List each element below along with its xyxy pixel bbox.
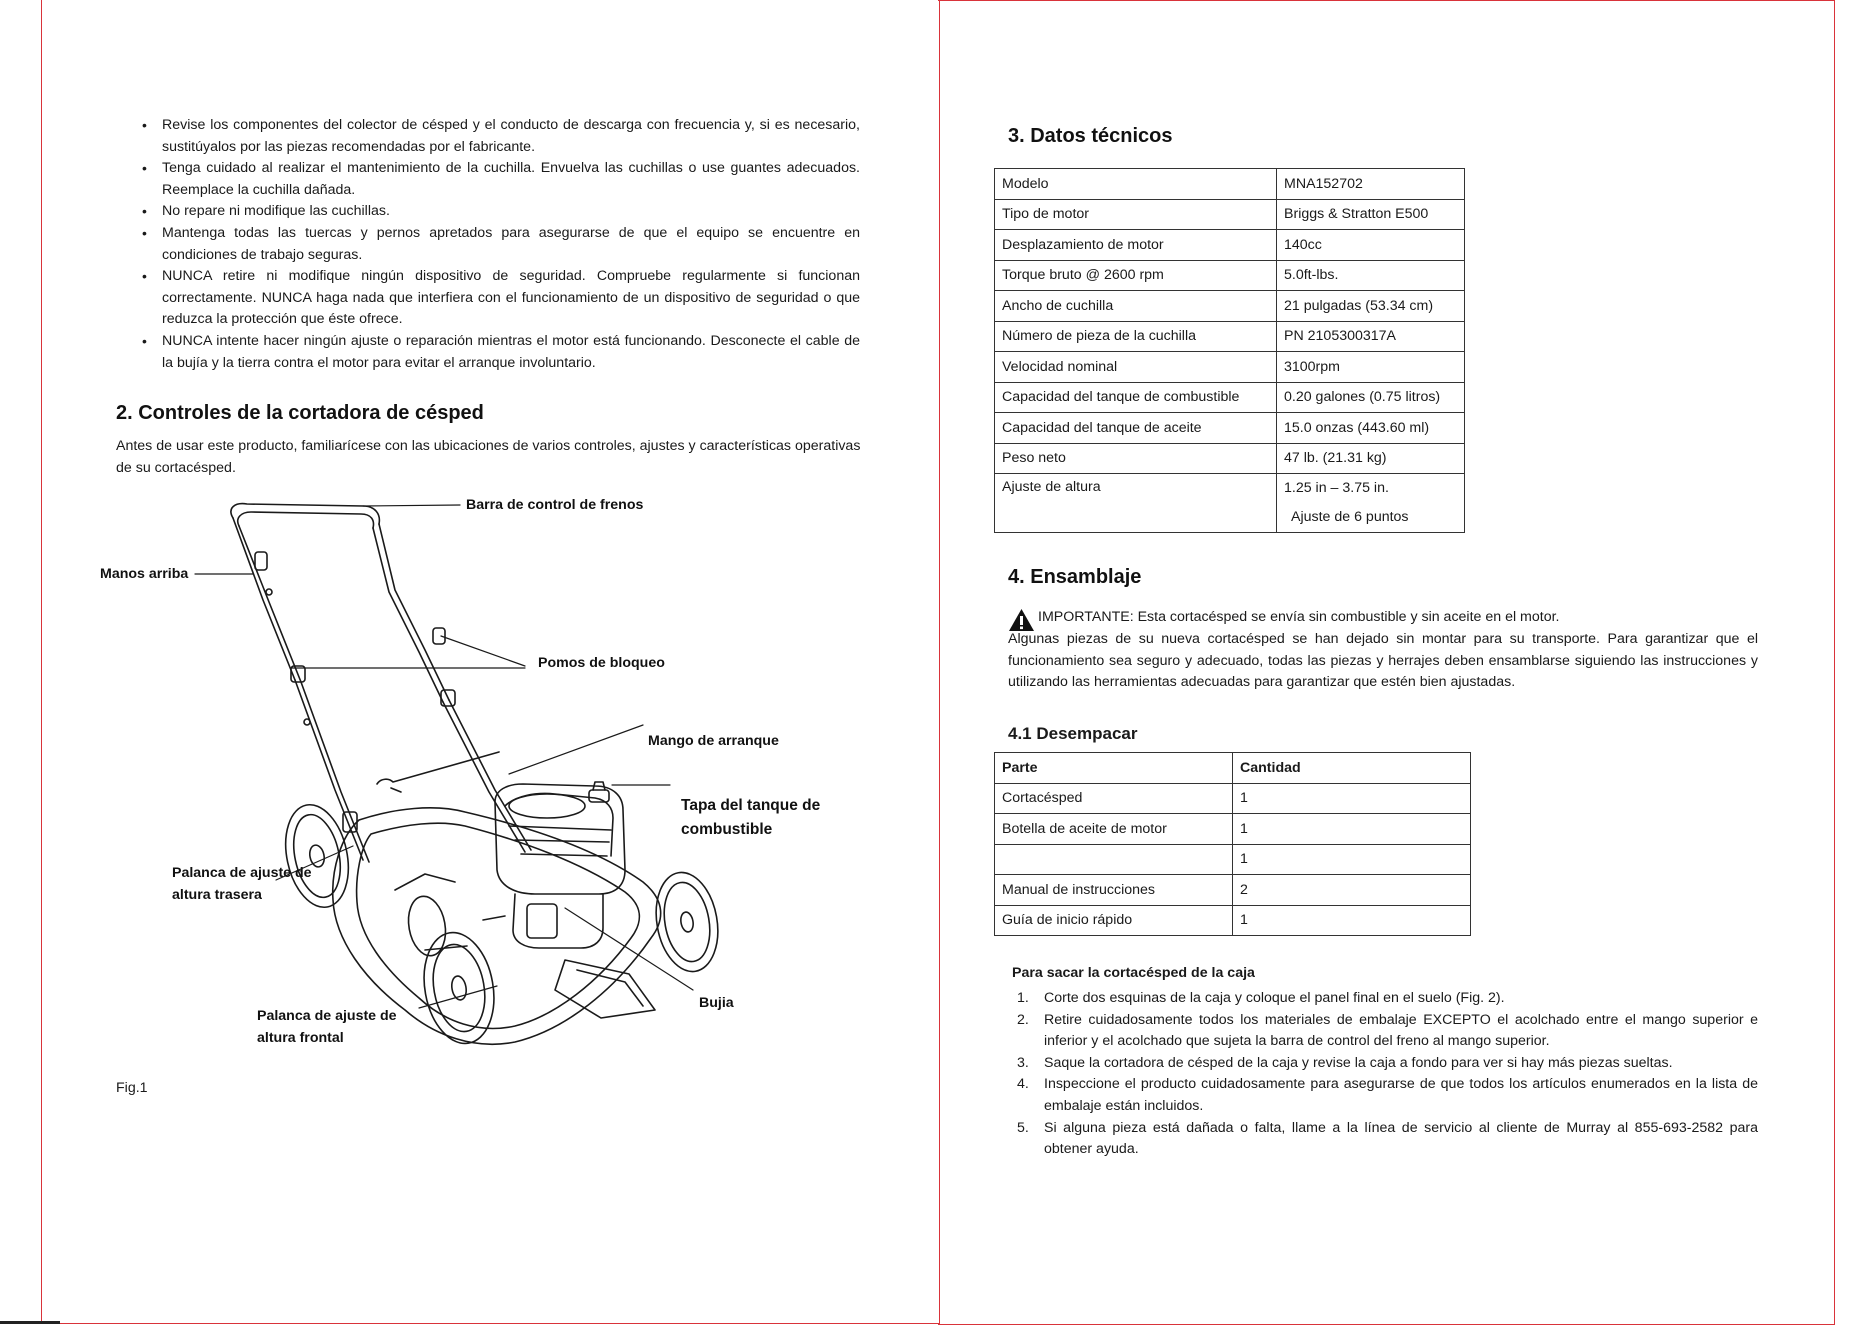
spec-table-body: [995, 169, 1465, 533]
spec-row: [995, 413, 1465, 444]
spec-label: Ancho de cuchilla: [995, 291, 1277, 322]
label-front-lever-line2: altura frontal: [257, 1030, 344, 1046]
step-text: Saque la cortadora de césped de la caja y revise la caja a fondo para ver si hay más piezas sueltas.: [1044, 1054, 1673, 1071]
spec-row: [995, 199, 1465, 230]
box-removal-title: Para sacar la cortacésped de la caja: [1012, 965, 1255, 981]
step-number: 1.: [1017, 990, 1029, 1006]
safety-bullet: • NUNCA intente hacer ningún ajuste o reparación mientras el motor está funcionando. Desconecte el cable de la bujía y la tierra contra el motor para evitar el arranque involuntario.: [142, 331, 860, 374]
unpack-row: [995, 814, 1471, 845]
box-removal-step: [1012, 1118, 1758, 1161]
safety-bullet: • Revise los componentes del colector de césped y el conducto de descarga con frecuencia y, si es necesario, sustitúyalos por las piezas recomendadas por el fabricante.: [142, 115, 860, 158]
spec-label: Ajuste de altura: [995, 474, 1277, 533]
section-2-title: 2. Controles de la cortadora de césped: [116, 402, 484, 424]
spec-value: 21 pulgadas (53.34 cm): [1277, 291, 1465, 322]
step-text: Retire cuidadosamente todos los materiales de embalaje EXCEPTO el acolchado entre el mango superior e inferior y el acolchado que sujeta la barra de control del freno al mango superior.: [1044, 1011, 1758, 1050]
spec-value: 47 lb. (21.31 kg): [1277, 443, 1465, 474]
spec-value: MNA152702: [1277, 169, 1465, 200]
spec-value: 140cc: [1277, 230, 1465, 261]
unpack-part: [995, 844, 1233, 875]
spec-value: Briggs & Stratton E500: [1277, 199, 1465, 230]
label-spark-plug: Bujia: [699, 995, 734, 1011]
spec-label: Tipo de motor: [995, 199, 1277, 230]
unpack-table: [994, 752, 1471, 936]
unpack-qty: 2: [1233, 875, 1471, 906]
spec-label: Capacidad del tanque de combustible: [995, 382, 1277, 413]
box-removal-step: [1012, 1053, 1758, 1075]
unpack-table-body: [995, 783, 1471, 936]
safety-bullet: • No repare ni modifique las cuchillas.: [142, 201, 860, 223]
section-2-intro: Antes de usar este producto, familiarícese con las ubicaciones de varios controles, ajustes y características operativas de su cortacésped.: [116, 438, 861, 476]
box-removal-steps: [1012, 988, 1758, 1161]
label-rear-lever-line1: Palanca de ajuste de: [172, 865, 312, 881]
section-4-title: 4. Ensamblaje: [1008, 566, 1142, 588]
safety-bullet-list: [142, 115, 860, 374]
label-front-lever-line1: Palanca de ajuste de: [257, 1008, 397, 1024]
unpack-qty: 1: [1233, 905, 1471, 936]
spec-label: Número de pieza de la cuchilla: [995, 321, 1277, 352]
spec-row: [995, 230, 1465, 261]
label-hands-up: Manos arriba: [100, 566, 189, 582]
spec-label: Velocidad nominal: [995, 352, 1277, 383]
spec-value: 5.0ft-lbs.: [1277, 260, 1465, 291]
unpack-part: Cortacésped: [995, 783, 1233, 814]
spec-value-line: Ajuste de 6 puntos: [1291, 509, 1409, 525]
unpack-row: [995, 844, 1471, 875]
column-header-part: Parte: [995, 753, 1233, 784]
label-brake-bar: Barra de control de frenos: [466, 497, 644, 513]
unpack-part: Manual de instrucciones: [995, 875, 1233, 906]
step-text: Si alguna pieza está dañada o falta, llame a la línea de servicio al cliente de Murray al 855-693-2582 para obtener ayuda.: [1044, 1119, 1758, 1158]
spec-label: Modelo: [995, 169, 1277, 200]
label-fuel-cap-line1: Tapa del tanque de: [681, 797, 821, 814]
spec-table: [994, 168, 1465, 533]
box-removal-step: [1012, 1074, 1758, 1117]
column-header-qty: Cantidad: [1233, 753, 1471, 784]
spec-row: [995, 321, 1465, 352]
label-fuel-cap-line2: combustible: [681, 821, 773, 838]
step-text: Inspeccione el producto cuidadosamente para asegurarse de que todos los artículos enumerados en la lista de embalaje están incluidos.: [1044, 1076, 1758, 1114]
label-rear-lever-line2: altura trasera: [172, 887, 262, 903]
unpack-qty: 1: [1233, 783, 1471, 814]
label-lock-knobs: Pomos de bloqueo: [538, 655, 665, 671]
unpack-row: [995, 905, 1471, 936]
unpack-row: [995, 783, 1471, 814]
box-removal-step: [1012, 1010, 1758, 1053]
step-number: 4.: [1017, 1076, 1029, 1093]
spec-value: 15.0 onzas (443.60 ml): [1277, 413, 1465, 444]
spec-row: [995, 474, 1465, 533]
spec-row: [995, 291, 1465, 322]
unpack-title: 4.1 Desempacar: [1008, 724, 1138, 743]
step-number: 2.: [1017, 1011, 1029, 1028]
step-number: 3.: [1017, 1054, 1029, 1071]
important-note: IMPORTANTE: Esta cortacésped se envía sin combustible y sin aceite en el motor.: [1038, 609, 1560, 625]
unpack-part: Botella de aceite de motor: [995, 814, 1233, 845]
spec-value: PN 2105300317A: [1277, 321, 1465, 352]
spec-row: [995, 382, 1465, 413]
unpack-row: [995, 875, 1471, 906]
unpack-qty: 1: [1233, 844, 1471, 875]
step-number: 5.: [1017, 1119, 1029, 1136]
section-3-title: 3. Datos técnicos: [1008, 125, 1173, 147]
spec-label: Torque bruto @ 2600 rpm: [995, 260, 1277, 291]
unpack-table-header-row: [995, 753, 1471, 784]
label-starter-handle: Mango de arranque: [648, 733, 779, 749]
assembly-intro: Algunas piezas de su nueva cortacésped se han dejado sin montar para su transporte. Para garantizar que el funcionamiento sea seguro y adecuado, todas las piezas y herrajes deben ensamblarse siguiendo las instrucciones y utilizando las herramientas adecuadas para garantizar que estén bien ajustadas.: [1008, 631, 1758, 691]
spec-row: [995, 352, 1465, 383]
unpack-qty: 1: [1233, 814, 1471, 845]
safety-bullet: • Mantenga todas las tuercas y pernos apretados para asegurarse de que el equipo se encuentre en condiciones de trabajo seguras.: [142, 223, 860, 266]
lawn-mower-illustration: [95, 490, 875, 1060]
spec-label: Capacidad del tanque de aceite: [995, 413, 1277, 444]
spec-label: Desplazamiento de motor: [995, 230, 1277, 261]
spec-value: [1277, 474, 1465, 533]
spec-value-line: 1.25 in – 3.75 in.: [1284, 480, 1389, 496]
step-text: Corte dos esquinas de la caja y coloque el panel final en el suelo (Fig. 2).: [1044, 990, 1505, 1006]
spec-value: 0.20 galones (0.75 litros): [1277, 382, 1465, 413]
spec-row: [995, 169, 1465, 200]
safety-bullet: • NUNCA retire ni modifique ningún dispositivo de seguridad. Compruebe regularmente si funcionan correctamente. NUNCA haga nada que interfiera con el funcionamiento de un dispositivo de seguridad o que reduzca la protección que éste ofrece.: [142, 266, 860, 331]
box-removal-step: [1012, 988, 1758, 1010]
figure-caption: Fig.1: [116, 1080, 148, 1096]
spec-label: Peso neto: [995, 443, 1277, 474]
unpack-part: Guía de inicio rápido: [995, 905, 1233, 936]
safety-bullet: • Tenga cuidado al realizar el mantenimiento de la cuchilla. Envuelva las cuchillas o use guantes adecuados. Reemplace la cuchilla dañada.: [142, 158, 860, 201]
spec-row: [995, 443, 1465, 474]
spec-value: 3100rpm: [1277, 352, 1465, 383]
spec-row: [995, 260, 1465, 291]
